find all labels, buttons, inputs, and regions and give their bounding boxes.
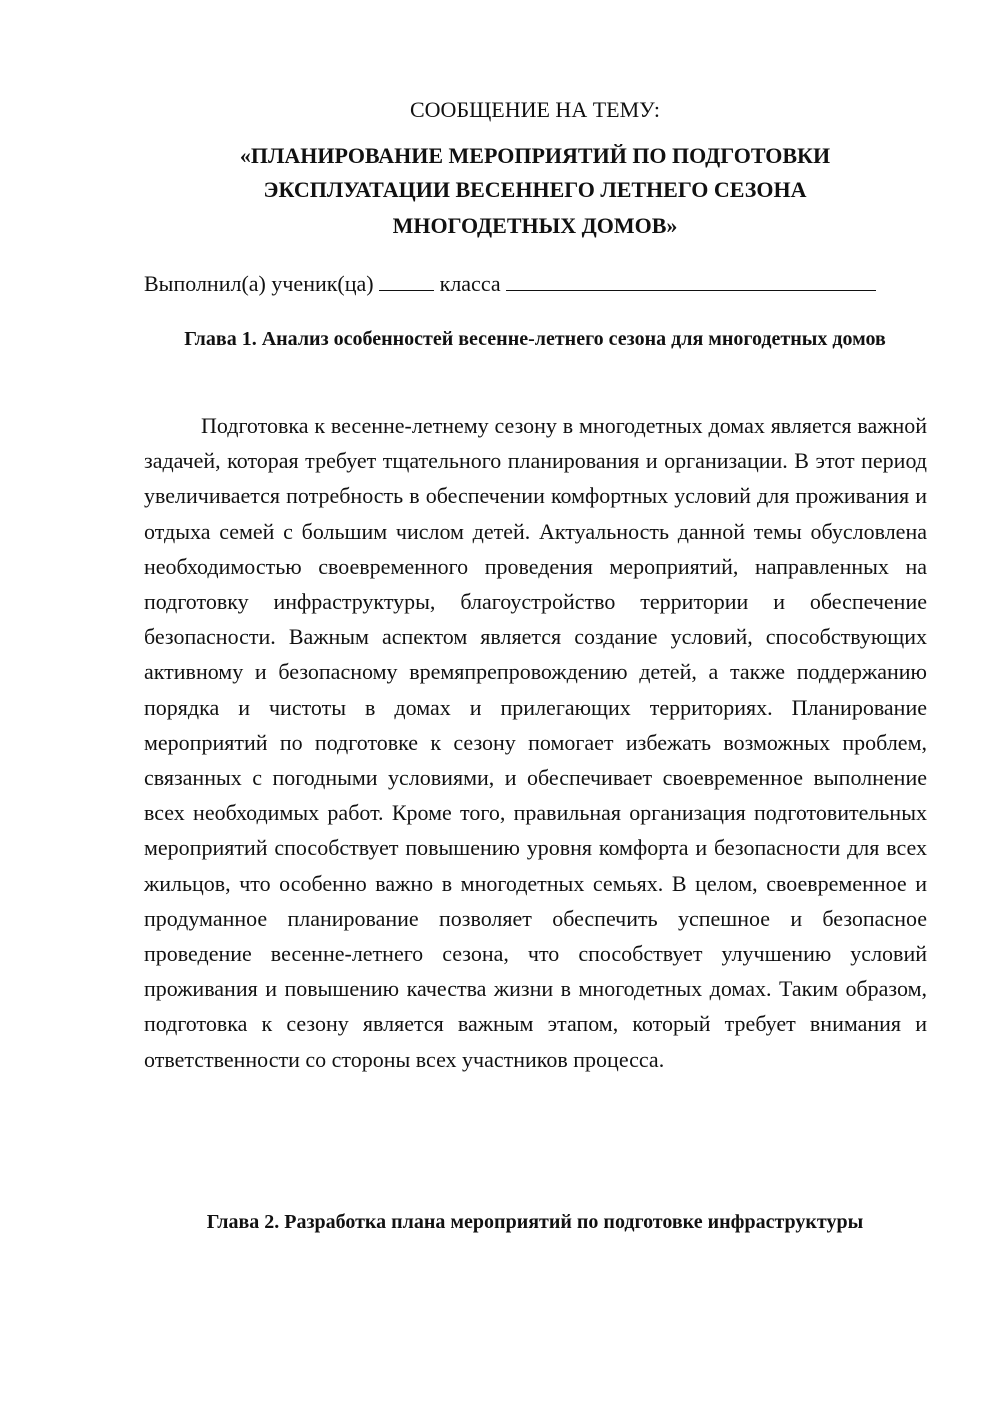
chapter-1-paragraph: Подготовка к весенне-летнему сезону в многодетных домах является важной задачей, которая требует тщательного планирования и организации. В этот период увеличивается потребность в обеспечении комфортных условий для проживания и отдыха семей с большим числом детей. Актуальность данной темы обусловлена необходимостью своевременного проведения мероприятий, направленных на подготовку инфраструктуры, благоустройство территории и обеспечение безопасности. Важным аспектом является создание условий, способствующих активному и безопасному времяпрепровождению детей, а также поддержанию порядка и чистоты в домах и прилегающих территориях. Планирование мероприятий по подготовке к сезону помогает избежать возможных проблем, связанных с погодными условиями, и обеспечивает своевременное выполнение всех необходимых работ. Кроме того, правильная организация подготовительных мероприятий способствует повышению уровня комфорта и безопасности для всех жильцов, что особенно важно в многодетных семьях. В целом, своевременное и продуманное планирование позволяет обеспечить успешное и безопасное проведение весенне-летнего сезона, что способствует улучшению условий проживания и повышению качества жизни в многодетных домах. Таким образом, подготовка к сезону является важным этапом, который требует внимания и ответственности со стороны всех участников процесса. <box>144 413 927 1072</box>
author-prefix: Выполнил(а) ученик(ца) <box>144 271 374 296</box>
author-line <box>144 270 876 297</box>
document-caption: СООБЩЕНИЕ НА ТЕМУ: <box>410 97 660 122</box>
document-title-line-2: ЭКСПЛУАТАЦИИ ВЕСЕННЕГО ЛЕТНЕГО СЕЗОНА <box>263 177 807 202</box>
class-name-blank <box>506 270 876 291</box>
document-title-line-3: МНОГОДЕТНЫХ ДОМОВ» <box>392 213 678 238</box>
chapter-2-heading: Глава 2. Разработка плана мероприятий по подготовке инфраструктуры <box>206 1211 864 1233</box>
grade-blank <box>379 270 434 291</box>
class-word: класса <box>439 271 501 296</box>
document-title-line-1: «ПЛАНИРОВАНИЕ МЕРОПРИЯТИЙ ПО ПОДГОТОВКИ <box>239 143 831 168</box>
chapter-1-heading: Глава 1. Анализ особенностей весенне-летнего сезона для многодетных домов <box>184 328 886 350</box>
